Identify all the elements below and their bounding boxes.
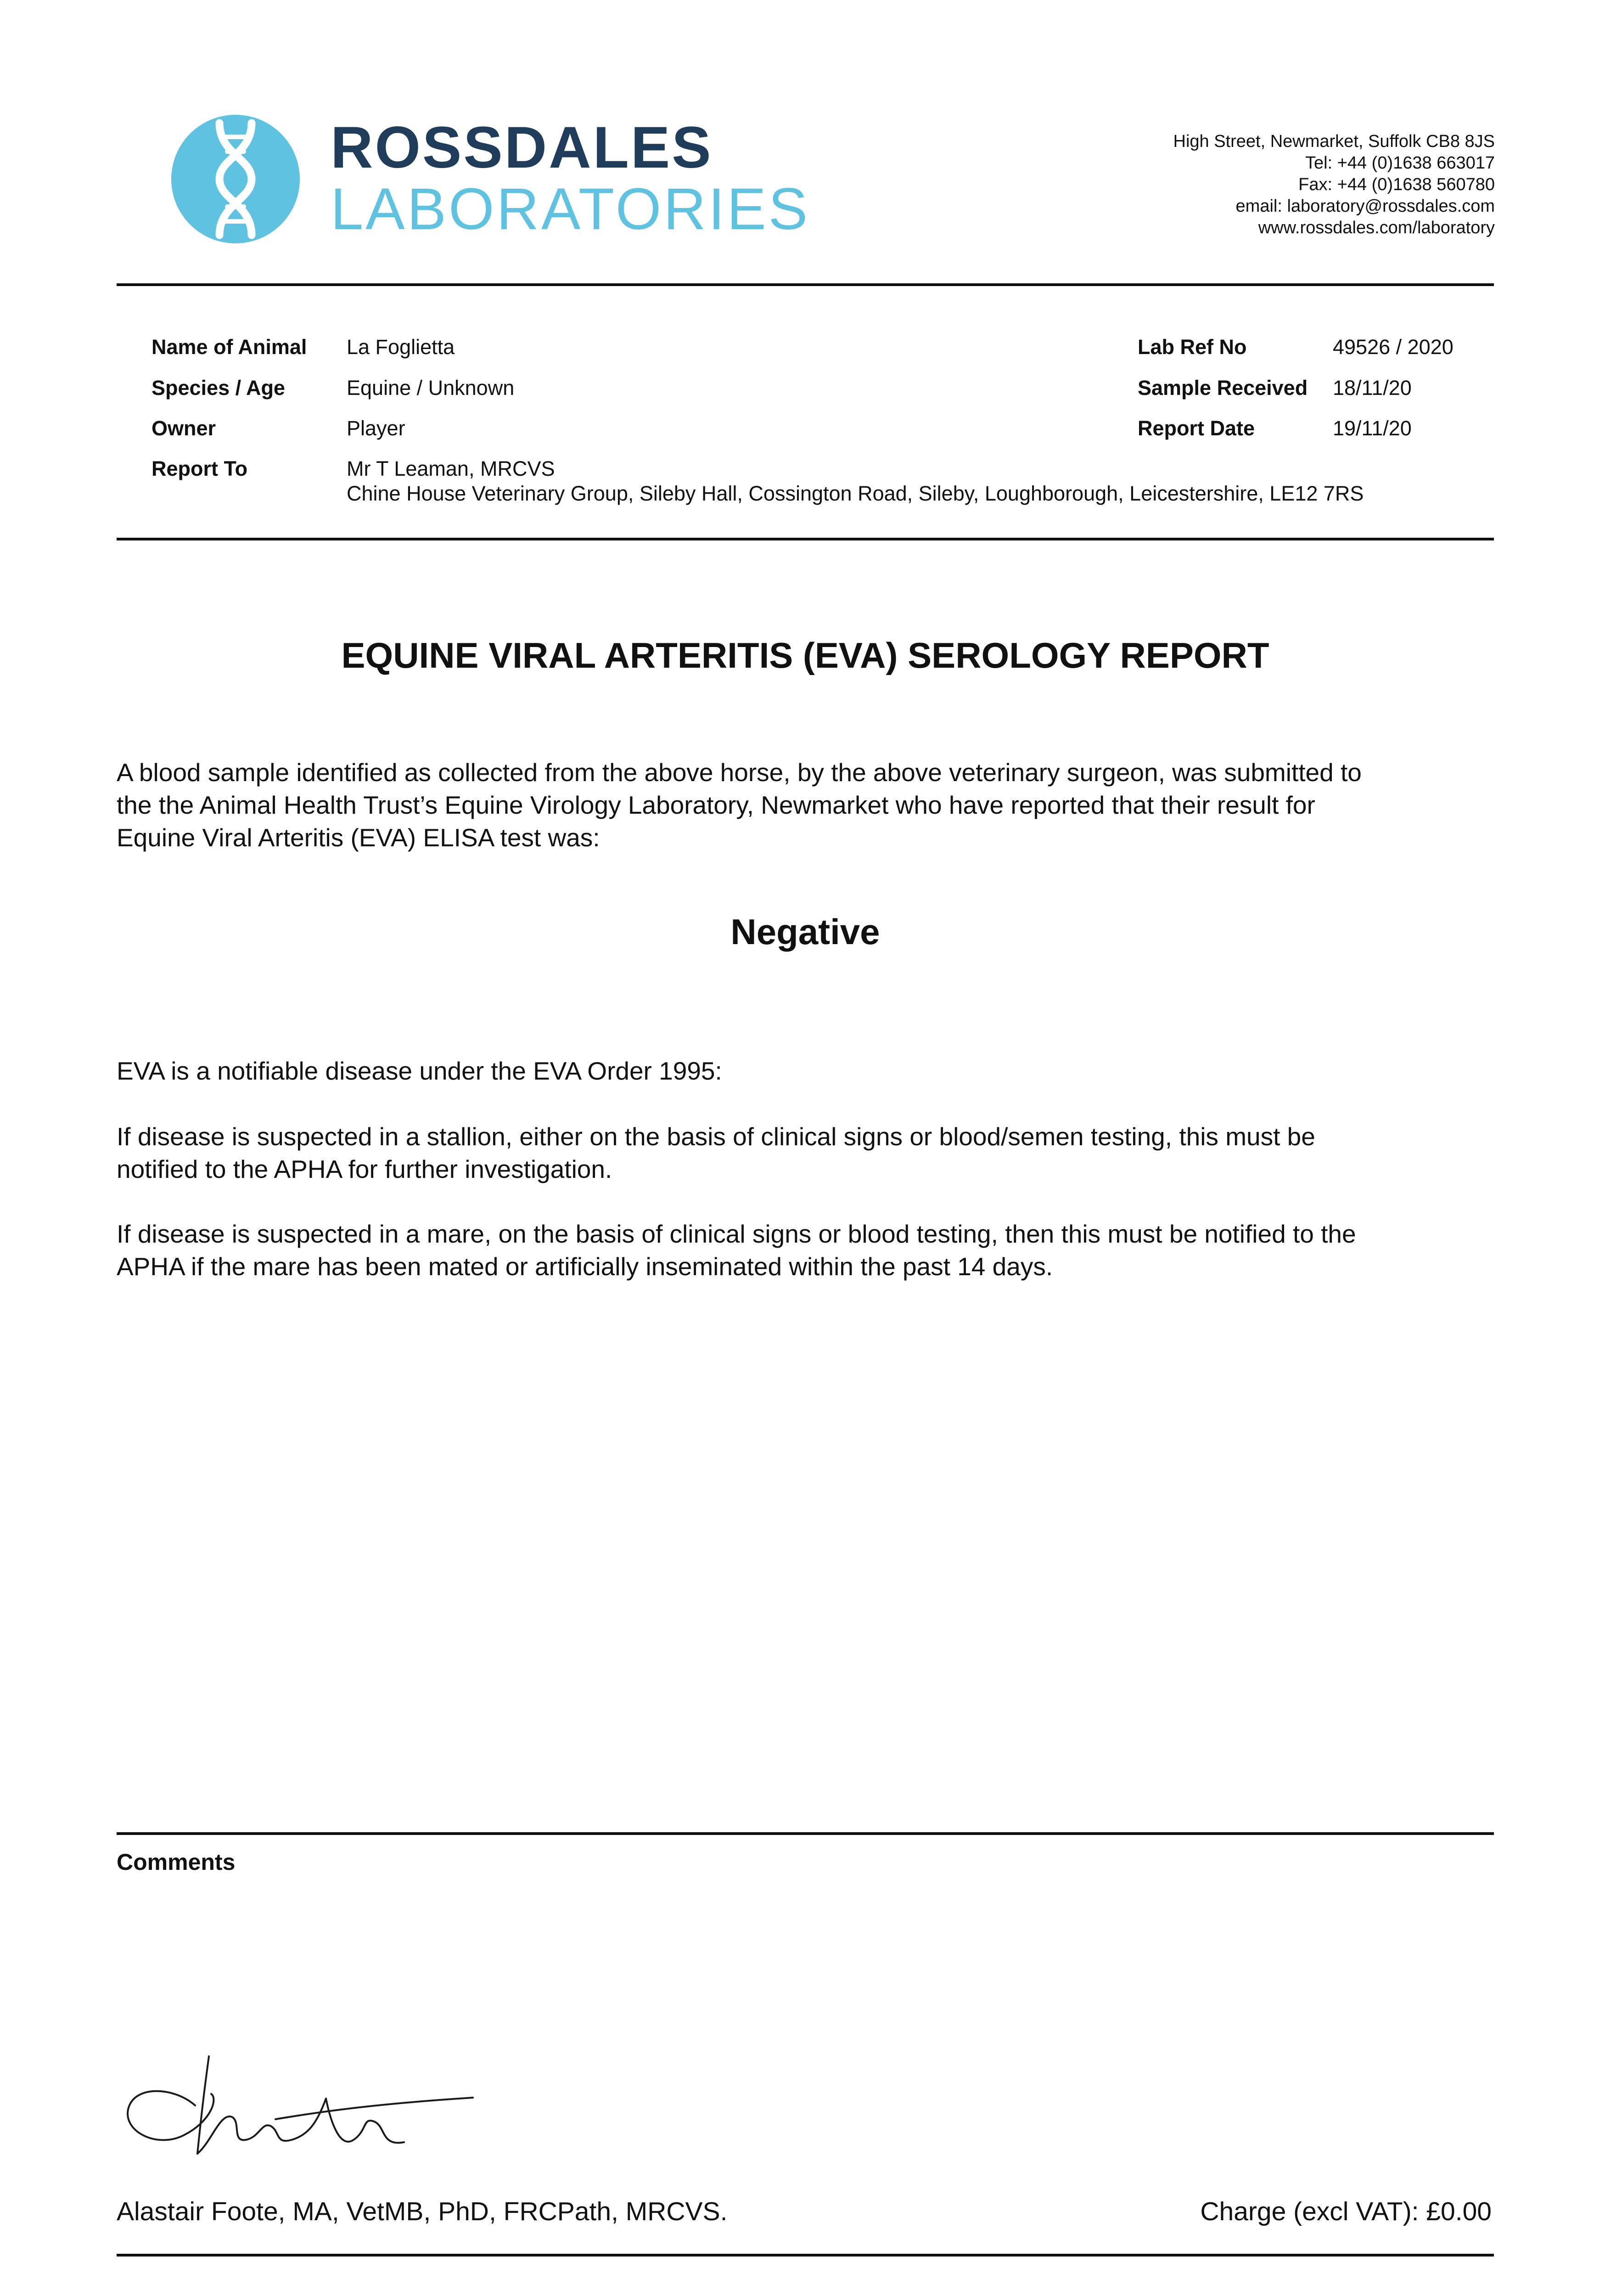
notifiable-statement [117,1055,1499,1087]
stallion-line: If disease is suspected in a stallion, either on the basis of clinical signs or blood/semen testing, this must be [117,1122,1315,1151]
intro-line: A blood sample identified as collected from the above horse, by the above veterinary surgeon, was submitted to [117,758,1362,787]
owner-value: Player [347,416,405,440]
animal-name-label: Name of Animal [152,335,307,359]
dna-logo-icon [171,115,300,243]
intro-line: the the Animal Health Trust’s Equine Virology Laboratory, Newmarket who have reported that their result for [117,791,1315,819]
sample-received-label: Sample Received [1138,376,1308,400]
brand-name: ROSSDALES [331,115,713,180]
info-divider [117,538,1494,540]
header-divider [117,283,1494,286]
intro-paragraph [117,756,1499,854]
signature-icon [124,2043,477,2163]
report-to-address: Chine House Veterinary Group, Sileby Hall, Cossington Road, Sileby, Loughborough, Leicestershire, LE12 7RS [347,482,1364,505]
report-date-value: 19/11/20 [1333,416,1412,440]
species-age-value: Equine / Unknown [347,376,515,400]
test-result: Negative [730,912,880,952]
report-date-label: Report Date [1138,416,1255,440]
animal-name-value: La Foglietta [347,335,455,359]
stallion-paragraph [117,1120,1499,1186]
lab-ref-label: Lab Ref No [1138,335,1247,359]
signer-name: Alastair Foote, MA, VetMB, PhD, FRCPath, MRCVS. [117,2197,728,2226]
mare-line: APHA if the mare has been mated or artificially inseminated within the past 14 days. [117,1252,1053,1281]
email-line: email: laboratory@rossdales.com [1235,197,1495,216]
sample-received-value: 18/11/20 [1333,376,1412,400]
footer-divider [117,2254,1494,2257]
stallion-line: notified to the APHA for further investigation. [117,1155,612,1183]
mare-line: If disease is suspected in a mare, on the basis of clinical signs or blood testing, then this must be notified to the [117,1220,1356,1248]
species-age-label: Species / Age [152,376,285,400]
charge-amount: Charge (excl VAT): £0.00 [1200,2197,1492,2226]
report-to-name: Mr T Leaman, MRCVS [347,457,555,480]
intro-line: Equine Viral Arteritis (EVA) ELISA test was: [117,823,600,852]
lab-ref-value: 49526 / 2020 [1333,335,1454,359]
address-line: High Street, Newmarket, Suffolk CB8 8JS [1173,132,1495,151]
comments-label: Comments [117,1849,236,1875]
phone-line: Tel: +44 (0)1638 663017 [1305,153,1495,173]
report-to-label: Report To [152,457,248,480]
website-line: www.rossdales.com/laboratory [1258,218,1495,237]
lab-address [1173,131,1495,239]
owner-label: Owner [152,416,216,440]
notifiable-line: EVA is a notifiable disease under the EVA Order 1995: [117,1057,722,1085]
comments-divider [117,1832,1494,1835]
mare-paragraph [117,1218,1499,1283]
report-title: EQUINE VIRAL ARTERITIS (EVA) SEROLOGY REPORT [341,635,1269,675]
fax-line: Fax: +44 (0)1638 560780 [1298,175,1495,194]
brand-subtitle: LABORATORIES [331,176,810,242]
